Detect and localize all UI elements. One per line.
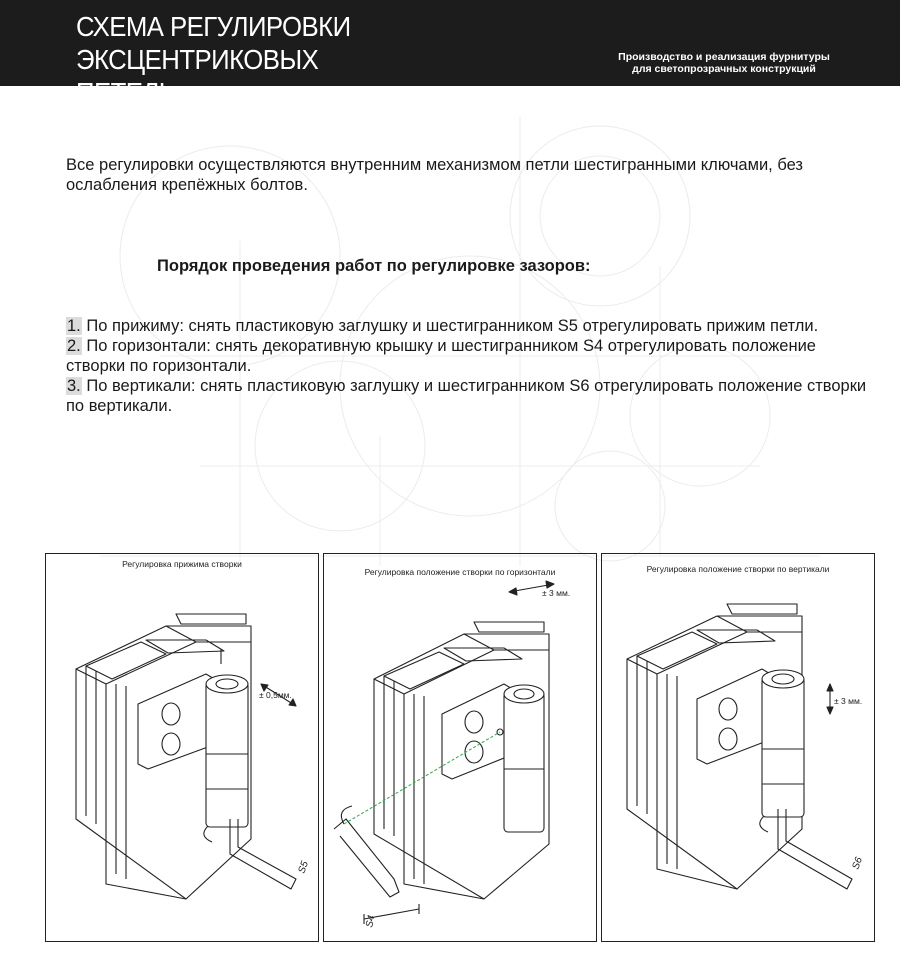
panel-title: Регулировка положение створки по горизонтали — [364, 567, 556, 577]
page-header — [0, 0, 900, 108]
diagram-panel-pressure — [45, 553, 319, 942]
title-line-1: СХЕМА РЕГУЛИРОВКИ ЭКСЦЕНТРИКОВЫХ — [76, 11, 351, 75]
step-2 — [66, 336, 876, 376]
title-line-2: ПЕТЕЛЬ — [76, 77, 176, 108]
panel-title: Регулировка положение створки по вертикали — [646, 564, 830, 574]
hex-key-label: S4 — [364, 914, 378, 929]
adjustment-steps — [66, 316, 876, 416]
dimension-label: ± 3 мм. — [542, 588, 571, 598]
step-text: По вертикали: снять пластиковую заглушку и шестигранником S6 отрегулировать положение створки по вертикали. — [66, 377, 867, 415]
dimension-label: ± 3 мм. — [834, 696, 863, 706]
step-number: 2. — [67, 337, 81, 355]
step-1 — [66, 316, 876, 336]
hex-key-label: S6 — [850, 855, 866, 872]
step-text: По прижиму: снять пластиковую заглушку и шестигранником S5 отрегулировать прижим петли. — [81, 317, 819, 335]
step-number: 1. — [67, 317, 81, 335]
step-text: По горизонтали: снять декоративную крышку и шестигранником S4 отрегулировать положение створки по горизонтали. — [66, 337, 816, 375]
hinge-drawing-vertical — [602, 554, 874, 941]
company-tagline — [604, 51, 844, 75]
tagline-line-1: Производство и реализация фурнитуры — [618, 51, 830, 63]
panel-title: Регулировка прижима створки — [122, 559, 242, 569]
hex-key-label: S5 — [296, 859, 312, 876]
diagram-panel-vertical — [601, 553, 875, 942]
hinge-drawing-pressure — [46, 554, 318, 941]
diagram-panel-horizontal — [323, 553, 597, 942]
hinge-drawing-horizontal — [324, 554, 596, 941]
section-heading: Порядок проведения работ по регулировке зазоров: — [157, 257, 591, 275]
step-3 — [66, 376, 876, 416]
step-number: 3. — [67, 377, 81, 395]
intro-paragraph: Все регулировки осуществляются внутренним механизмом петли шестигранными ключами, без ослабления крепёжных болтов. — [66, 156, 803, 194]
tagline-line-2: для светопрозрачных конструкций — [632, 63, 816, 75]
dimension-label: ± 0,5мм. — [259, 690, 292, 700]
